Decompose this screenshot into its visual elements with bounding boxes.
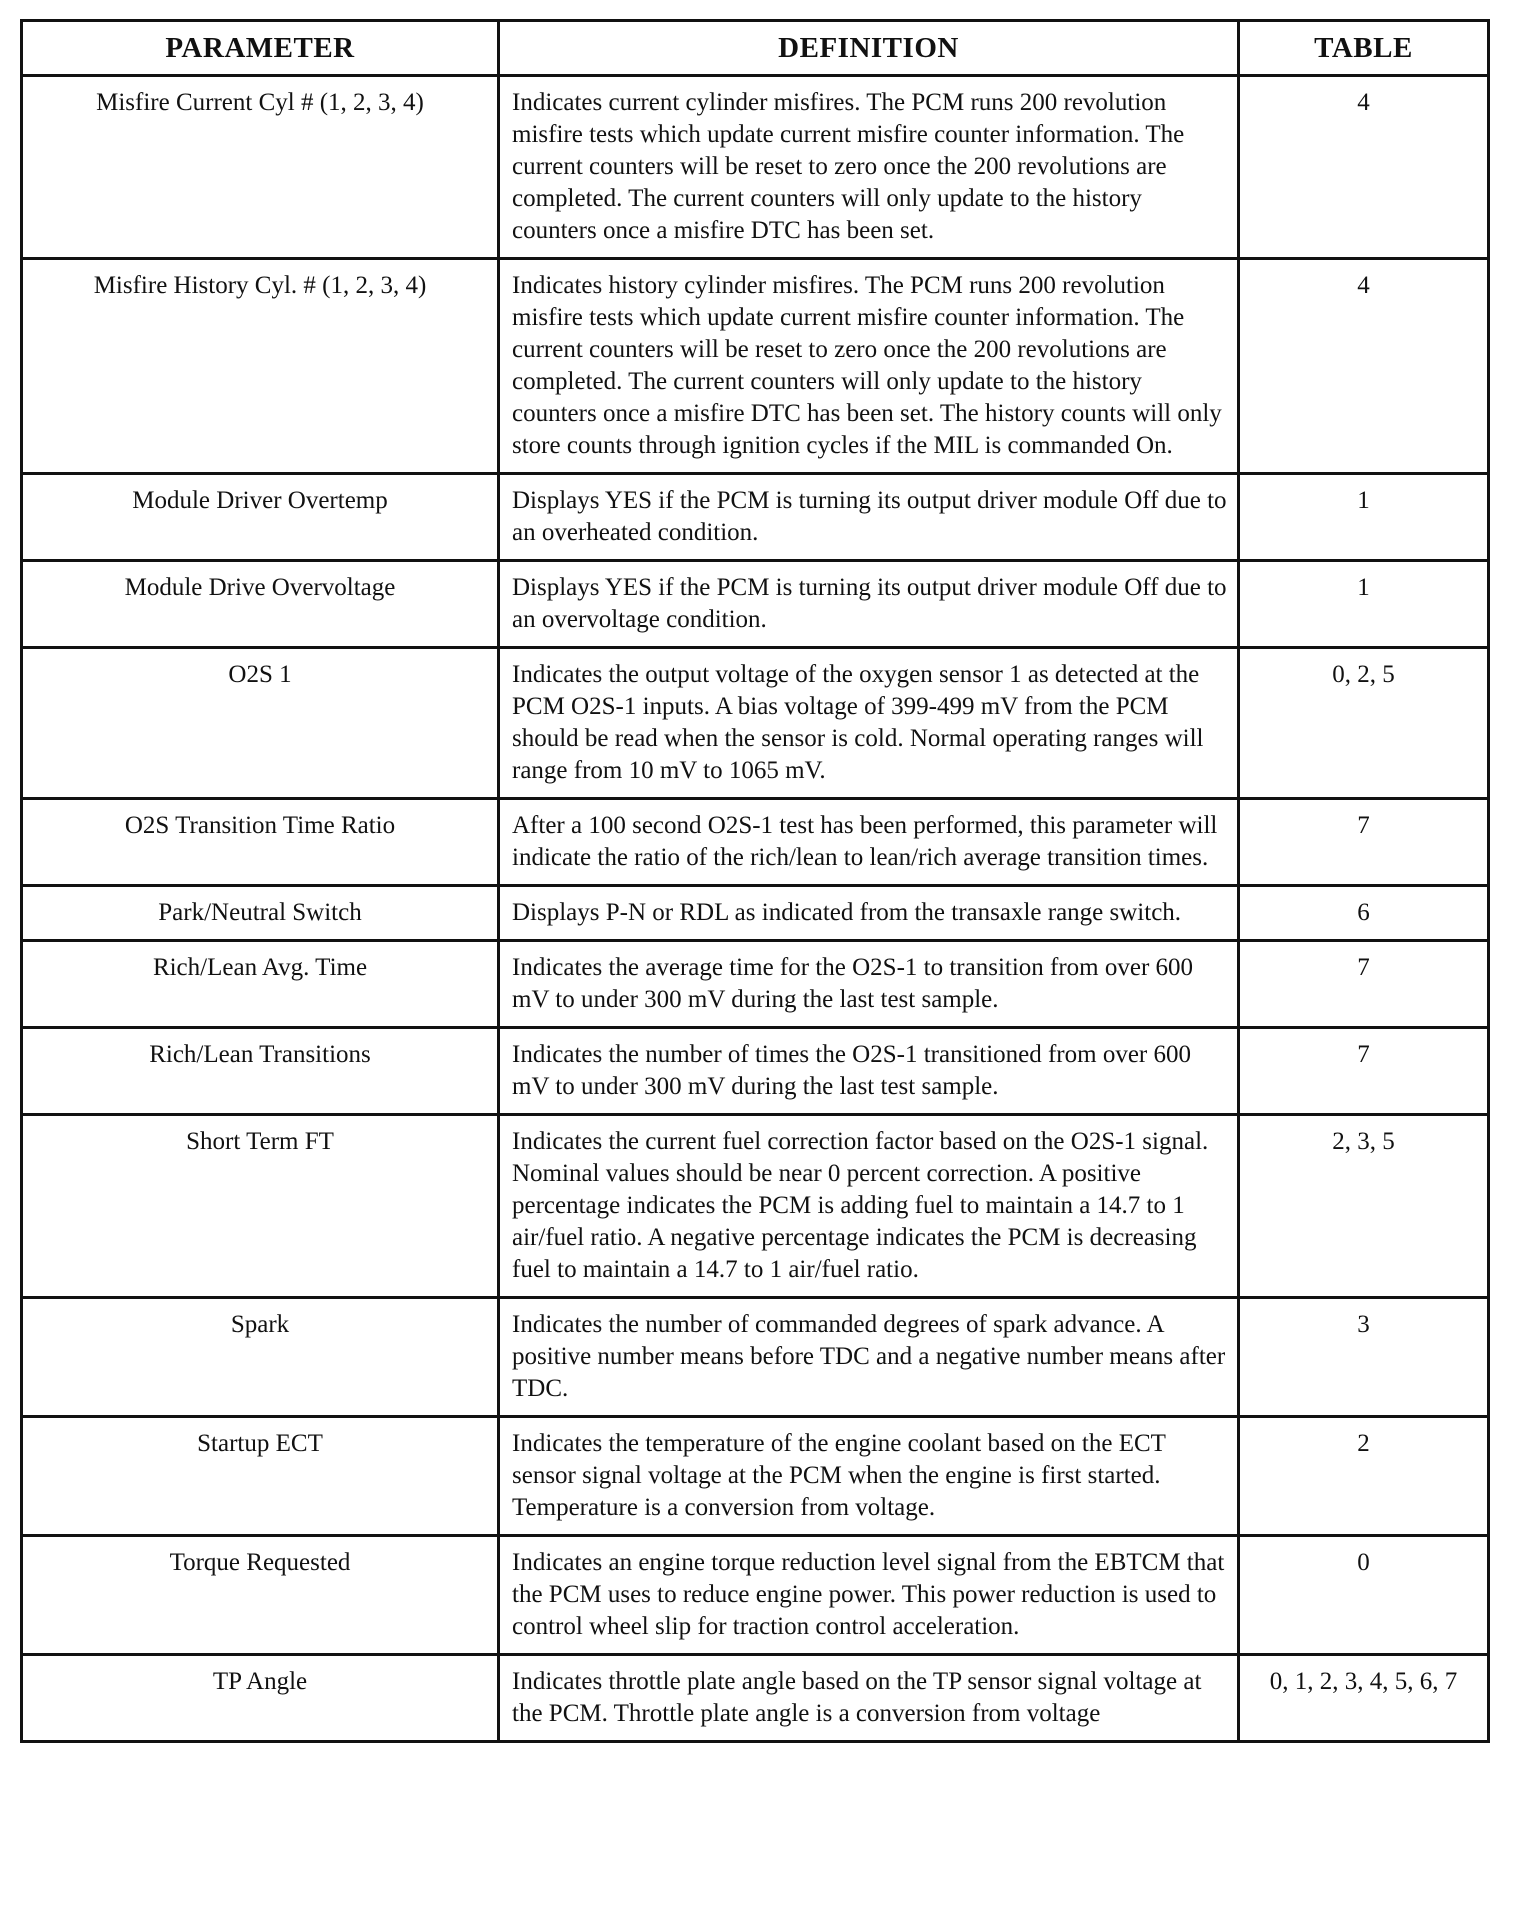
parameter-cell: Rich/Lean Avg. Time — [22, 941, 499, 1028]
table-ref-cell: 3 — [1239, 1298, 1489, 1417]
header-parameter: PARAMETER — [22, 21, 499, 76]
table-row — [22, 1655, 1489, 1742]
table-row — [22, 1298, 1489, 1417]
table-row — [22, 886, 1489, 941]
parameter-cell: TP Angle — [22, 1655, 499, 1742]
table-row — [22, 76, 1489, 259]
table-ref-cell: 7 — [1239, 941, 1489, 1028]
parameter-cell: Spark — [22, 1298, 499, 1417]
definition-cell: Displays P-N or RDL as indicated from the transaxle range switch. — [499, 886, 1239, 941]
parameter-cell: Module Drive Overvoltage — [22, 561, 499, 648]
definition-cell: Indicates current cylinder misfires. The PCM runs 200 revolution misfire tests which update current misfire counter information. The current counters will be reset to zero once the 200 revolutions are completed. The current counters will only update to the history counters once a misfire DTC has been set. — [499, 76, 1239, 259]
header-definition: DEFINITION — [499, 21, 1239, 76]
parameter-cell: Torque Requested — [22, 1536, 499, 1655]
parameter-cell: O2S Transition Time Ratio — [22, 799, 499, 886]
table-header-row — [22, 21, 1489, 76]
parameter-cell: Park/Neutral Switch — [22, 886, 499, 941]
table-row — [22, 941, 1489, 1028]
header-table: TABLE — [1239, 21, 1489, 76]
table-row — [22, 1417, 1489, 1536]
table-ref-cell: 1 — [1239, 561, 1489, 648]
definition-cell: Indicates the number of times the O2S-1 transitioned from over 600 mV to under 300 mV during the last test sample. — [499, 1028, 1239, 1115]
table-row — [22, 1028, 1489, 1115]
table-ref-cell: 1 — [1239, 474, 1489, 561]
table-ref-cell: 4 — [1239, 259, 1489, 474]
table-ref-cell: 0, 1, 2, 3, 4, 5, 6, 7 — [1239, 1655, 1489, 1742]
definition-cell: Displays YES if the PCM is turning its output driver module Off due to an overheated condition. — [499, 474, 1239, 561]
parameter-cell: O2S 1 — [22, 648, 499, 799]
table-ref-cell: 2 — [1239, 1417, 1489, 1536]
definition-cell: Displays YES if the PCM is turning its output driver module Off due to an overvoltage condition. — [499, 561, 1239, 648]
table-row — [22, 799, 1489, 886]
table-row — [22, 1536, 1489, 1655]
definition-cell: Indicates an engine torque reduction level signal from the EBTCM that the PCM uses to reduce engine power. This power reduction is used to control wheel slip for traction control acceleration. — [499, 1536, 1239, 1655]
definition-cell: Indicates the output voltage of the oxygen sensor 1 as detected at the PCM O2S-1 inputs. A bias voltage of 399-499 mV from the PCM should be read when the sensor is cold. Normal operating ranges will range from 10 mV to 1065 mV. — [499, 648, 1239, 799]
parameter-definition-document — [20, 19, 1487, 1743]
parameter-cell: Startup ECT — [22, 1417, 499, 1536]
parameter-cell: Misfire Current Cyl # (1, 2, 3, 4) — [22, 76, 499, 259]
table-row — [22, 648, 1489, 799]
table-row — [22, 474, 1489, 561]
definition-cell: Indicates the number of commanded degrees of spark advance. A positive number means before TDC and a negative number means after TDC. — [499, 1298, 1239, 1417]
definition-cell: Indicates the current fuel correction factor based on the O2S-1 signal. Nominal values should be near 0 percent correction. A positive percentage indicates the PCM is adding fuel to maintain a 14.7 to 1 air/fuel ratio. A negative percentage indicates the PCM is decreasing fuel to maintain a 14.7 to 1 air/fuel ratio. — [499, 1115, 1239, 1298]
table-row — [22, 259, 1489, 474]
table-ref-cell: 0 — [1239, 1536, 1489, 1655]
parameter-cell: Short Term FT — [22, 1115, 499, 1298]
definition-cell: Indicates the average time for the O2S-1 to transition from over 600 mV to under 300 mV during the last test sample. — [499, 941, 1239, 1028]
definition-cell: After a 100 second O2S-1 test has been performed, this parameter will indicate the ratio of the rich/lean to lean/rich average transition times. — [499, 799, 1239, 886]
parameter-cell: Rich/Lean Transitions — [22, 1028, 499, 1115]
definition-cell: Indicates the temperature of the engine coolant based on the ECT sensor signal voltage at the PCM when the engine is first started. Temperature is a conversion from voltage. — [499, 1417, 1239, 1536]
definition-cell: Indicates history cylinder misfires. The PCM runs 200 revolution misfire tests which update current misfire counter information. The current counters will be reset to zero once the 200 revolutions are completed. The current counters will only update to the history counters once a misfire DTC has been set. The history counts will only store counts through ignition cycles if the MIL is commanded On. — [499, 259, 1239, 474]
parameter-cell: Misfire History Cyl. # (1, 2, 3, 4) — [22, 259, 499, 474]
table-ref-cell: 4 — [1239, 76, 1489, 259]
parameter-cell: Module Driver Overtemp — [22, 474, 499, 561]
table-ref-cell: 6 — [1239, 886, 1489, 941]
definition-cell: Indicates throttle plate angle based on the TP sensor signal voltage at the PCM. Throttle plate angle is a conversion from voltage — [499, 1655, 1239, 1742]
parameter-table — [20, 19, 1490, 1743]
table-ref-cell: 7 — [1239, 1028, 1489, 1115]
table-body — [22, 76, 1489, 1742]
table-row — [22, 1115, 1489, 1298]
table-ref-cell: 2, 3, 5 — [1239, 1115, 1489, 1298]
table-ref-cell: 0, 2, 5 — [1239, 648, 1489, 799]
table-row — [22, 561, 1489, 648]
table-ref-cell: 7 — [1239, 799, 1489, 886]
